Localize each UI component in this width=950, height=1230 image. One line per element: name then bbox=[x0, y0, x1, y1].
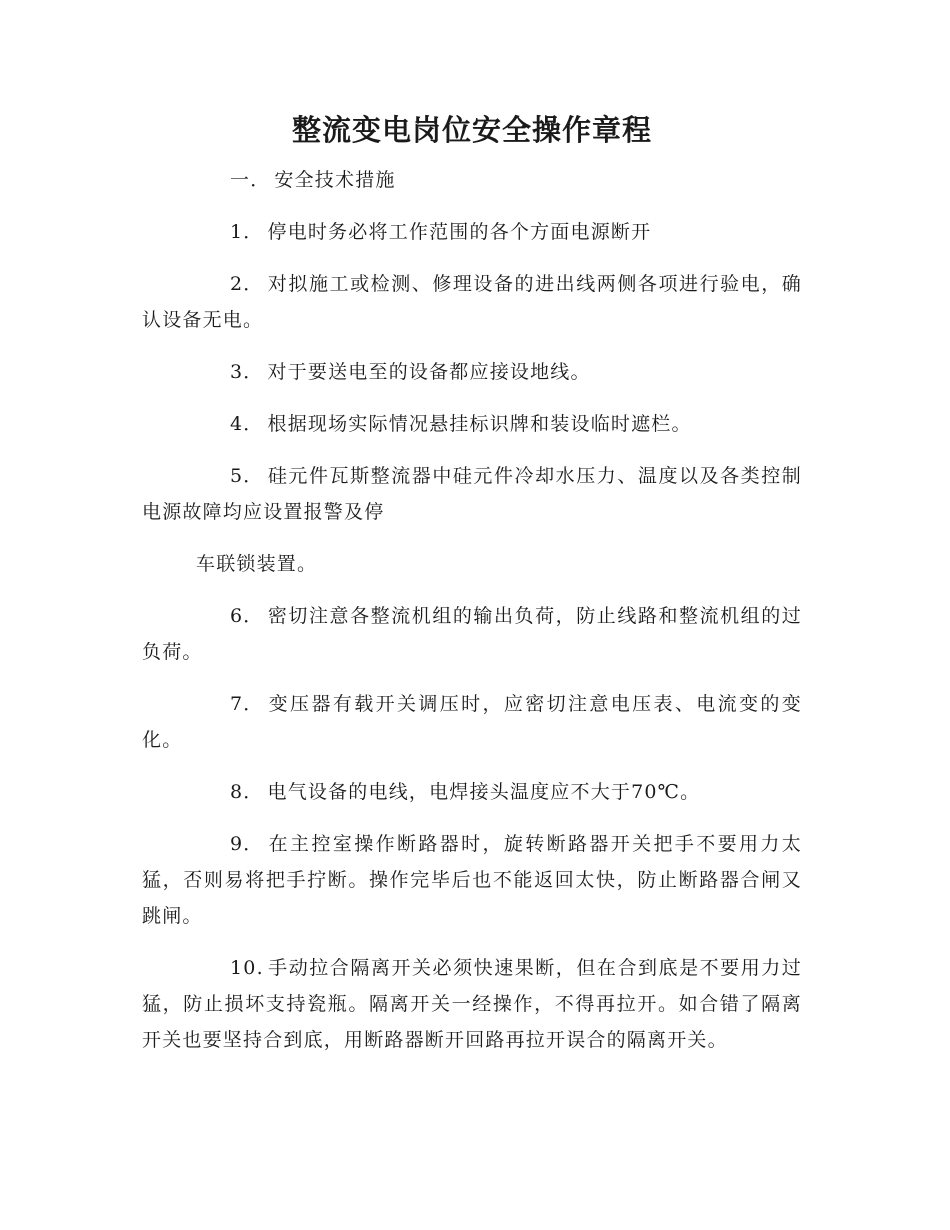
paragraph-2 bbox=[142, 266, 802, 338]
paragraph-number: 2． bbox=[230, 273, 264, 295]
paragraph-text: 停电时务必将工作范围的各个方面电源断开 bbox=[267, 221, 652, 243]
paragraph-4 bbox=[142, 406, 802, 442]
paragraph-number: 10. bbox=[230, 957, 264, 979]
paragraph-text: 对拟施工或检测、修理设备的进出线两侧各项进行验电，确认设备无电。 bbox=[142, 273, 802, 331]
paragraph-8 bbox=[142, 774, 802, 810]
paragraph-number: 一． bbox=[230, 169, 271, 191]
paragraph-text: 电气设备的电线，电焊接头温度应不大于70℃。 bbox=[267, 781, 701, 803]
paragraph-7 bbox=[142, 686, 802, 758]
paragraph-number: 6． bbox=[230, 605, 264, 627]
paragraph-10 bbox=[142, 950, 802, 1058]
paragraph-1 bbox=[142, 214, 802, 250]
paragraph-text: 手动拉合隔离开关必须快速果断，但在合到底是不要用力过猛，防止损坏支持瓷瓶。隔离开关一经操作，不得再拉开。如合错了隔离开关也要坚持合到底，用断路器断开回路再拉开误合的隔离开关。 bbox=[142, 957, 802, 1051]
paragraph-text: 变压器有载开关调压时，应密切注意电压表、电流变的变化。 bbox=[142, 693, 802, 751]
paragraph-number: 1． bbox=[230, 221, 264, 243]
document-page bbox=[142, 110, 802, 1074]
paragraph-number: 9． bbox=[230, 833, 264, 855]
paragraph-3 bbox=[142, 354, 802, 390]
paragraph-text: 根据现场实际情况悬挂标识牌和装设临时遮栏。 bbox=[267, 413, 692, 435]
paragraph-text: 硅元件瓦斯整流器中硅元件冷却水压力、温度以及各类控制电源故障均应设置报警及停 bbox=[142, 465, 802, 523]
paragraph-text: 车联锁装置。 bbox=[196, 553, 318, 575]
section-heading bbox=[142, 162, 802, 198]
paragraph-9 bbox=[142, 826, 802, 934]
paragraph-5 bbox=[142, 458, 802, 530]
paragraph-text: 在主控室操作断路器时，旋转断路器开关把手不要用力太猛，否则易将把手拧断。操作完毕后也不能返回太快，防止断路器合闸又跳闸。 bbox=[142, 833, 802, 927]
paragraph-text: 密切注意各整流机组的输出负荷，防止线路和整流机组的过负荷。 bbox=[142, 605, 802, 663]
paragraph-text: 对于要送电至的设备都应接设地线。 bbox=[267, 361, 591, 383]
paragraph-number: 5． bbox=[230, 465, 264, 487]
paragraph-6 bbox=[142, 598, 802, 670]
paragraph-number: 3． bbox=[230, 361, 264, 383]
paragraph-5-continuation bbox=[142, 546, 802, 582]
document-title: 整流变电岗位安全操作章程 bbox=[291, 113, 652, 147]
paragraph-number: 4． bbox=[230, 413, 264, 435]
paragraph-text: 安全技术措施 bbox=[274, 169, 396, 191]
paragraph-number: 7． bbox=[230, 693, 264, 715]
paragraph-number: 8． bbox=[230, 781, 264, 803]
